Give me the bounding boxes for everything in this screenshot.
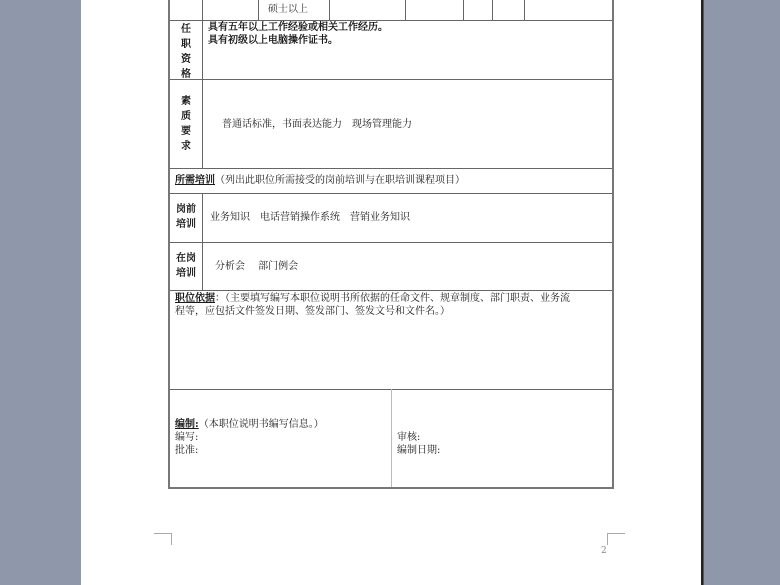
compilation-title: 编制:	[175, 419, 199, 430]
col-divider	[391, 389, 392, 487]
competencies-label: 素质要求	[181, 96, 191, 152]
col-divider	[524, 0, 525, 20]
qualification-line-2: 具有初级以上电脑操作证书。	[208, 35, 338, 46]
job-description-table	[168, 0, 614, 489]
row-divider	[170, 290, 612, 291]
col-divider	[329, 0, 330, 20]
col-divider	[492, 0, 493, 20]
training-note: （列出此职位所需接受的岗前培训与在职培训课程项目）	[215, 175, 465, 186]
page-number: 2	[601, 546, 607, 556]
col-divider	[463, 0, 464, 20]
col-divider	[405, 0, 406, 20]
compilation-note: （本职位说明书编写信息。）	[198, 419, 324, 430]
col-divider	[202, 0, 203, 79]
compile-date-label: 编制日期:	[397, 445, 441, 456]
education-value: 硕士以上	[268, 4, 308, 15]
crop-mark-right-icon	[607, 533, 625, 545]
pre-job-training-label: 岗前培训	[176, 204, 196, 230]
training-header	[175, 174, 465, 187]
on-job-training-label: 在岗培训	[176, 253, 196, 279]
col-divider	[258, 0, 259, 20]
document-page	[81, 0, 703, 585]
compilation-header	[175, 418, 324, 431]
reviewer-label: 审核:	[397, 432, 421, 443]
approver-label: 批准:	[175, 445, 199, 456]
on-job-training-value: 分析会 部门例会	[215, 261, 299, 272]
crop-mark-left-icon	[154, 533, 172, 545]
qualification-line-1: 具有五年以上工作经验或相关工作经历。	[208, 22, 388, 33]
row-divider	[170, 193, 612, 194]
pre-job-training-value: 业务知识 电话营销操作系统 营销业务知识	[210, 212, 410, 223]
basis-title: 职位依据	[175, 293, 215, 304]
writer-label: 编写:	[175, 432, 199, 443]
basis-line-2: 程等，应包括文件签发日期、签发部门、签发文号和文件名。）	[175, 306, 450, 317]
row-divider	[170, 168, 612, 169]
competencies-value: 普通话标准，书面表达能力 现场管理能力	[222, 119, 412, 130]
row-divider	[170, 242, 612, 243]
qualifications-label: 任职资格	[181, 24, 191, 80]
col-divider	[202, 79, 203, 168]
basis-line-1: 职位依据：（主要填写编写本职位说明书所依据的任命文件、规章制度、部门职责、业务流	[175, 293, 570, 304]
training-title: 所需培训	[175, 175, 215, 186]
row-divider	[170, 79, 612, 80]
